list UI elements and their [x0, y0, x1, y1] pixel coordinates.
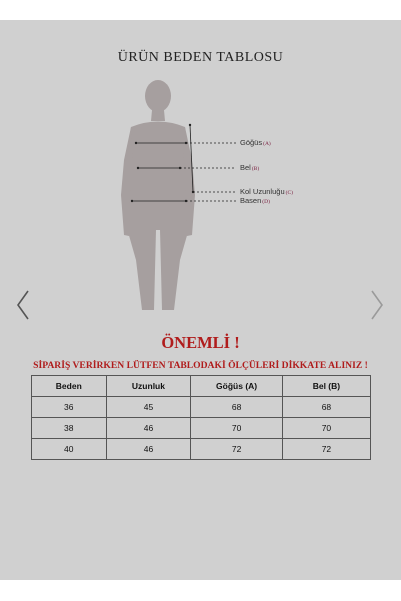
measure-label-waist: Bel(B)	[240, 163, 260, 172]
table-cell: 36	[32, 397, 107, 418]
table-cell: 68	[191, 397, 283, 418]
size-table	[31, 375, 371, 460]
measure-label-chest: Göğüs(A)	[240, 138, 271, 147]
product-image-card	[0, 20, 401, 580]
table-cell: 46	[106, 418, 191, 439]
order-notice: SİPARİŞ VERİRKEN LÜTFEN TABLODAKİ ÖLÇÜLERİ DİKKATE ALINIZ !	[33, 360, 368, 371]
size-chart-title: ÜRÜN BEDEN TABLOSU	[117, 50, 284, 65]
header-size: Beden	[32, 376, 107, 397]
table-row	[32, 418, 371, 439]
header-waist: Bel (B)	[282, 376, 370, 397]
measure-label-hip: Basen(D)	[240, 196, 270, 205]
table-cell: 68	[282, 397, 370, 418]
table-cell: 70	[282, 418, 370, 439]
table-cell: 45	[106, 397, 191, 418]
table-cell: 72	[191, 439, 283, 460]
table-cell: 46	[106, 439, 191, 460]
figure-neck	[151, 110, 165, 121]
table-cell: 40	[32, 439, 107, 460]
header-chest: Göğüs (A)	[191, 376, 283, 397]
header-length: Uzunluk	[106, 376, 191, 397]
next-image-button[interactable]	[366, 288, 386, 322]
body-figure	[0, 20, 401, 320]
table-header-row	[32, 376, 371, 397]
chevron-right-icon	[366, 288, 386, 322]
chevron-left-icon	[14, 288, 34, 322]
figure-head	[145, 80, 171, 112]
important-heading: ÖNEMLİ !	[161, 333, 240, 352]
figure-torso-legs	[124, 122, 192, 311]
table-cell: 38	[32, 418, 107, 439]
table-cell: 70	[191, 418, 283, 439]
measure-label-arm-length: Kol Uzunluğu(C)	[240, 187, 293, 196]
table-row	[32, 439, 371, 460]
table-cell: 72	[282, 439, 370, 460]
table-row	[32, 397, 371, 418]
prev-image-button[interactable]	[14, 288, 34, 322]
